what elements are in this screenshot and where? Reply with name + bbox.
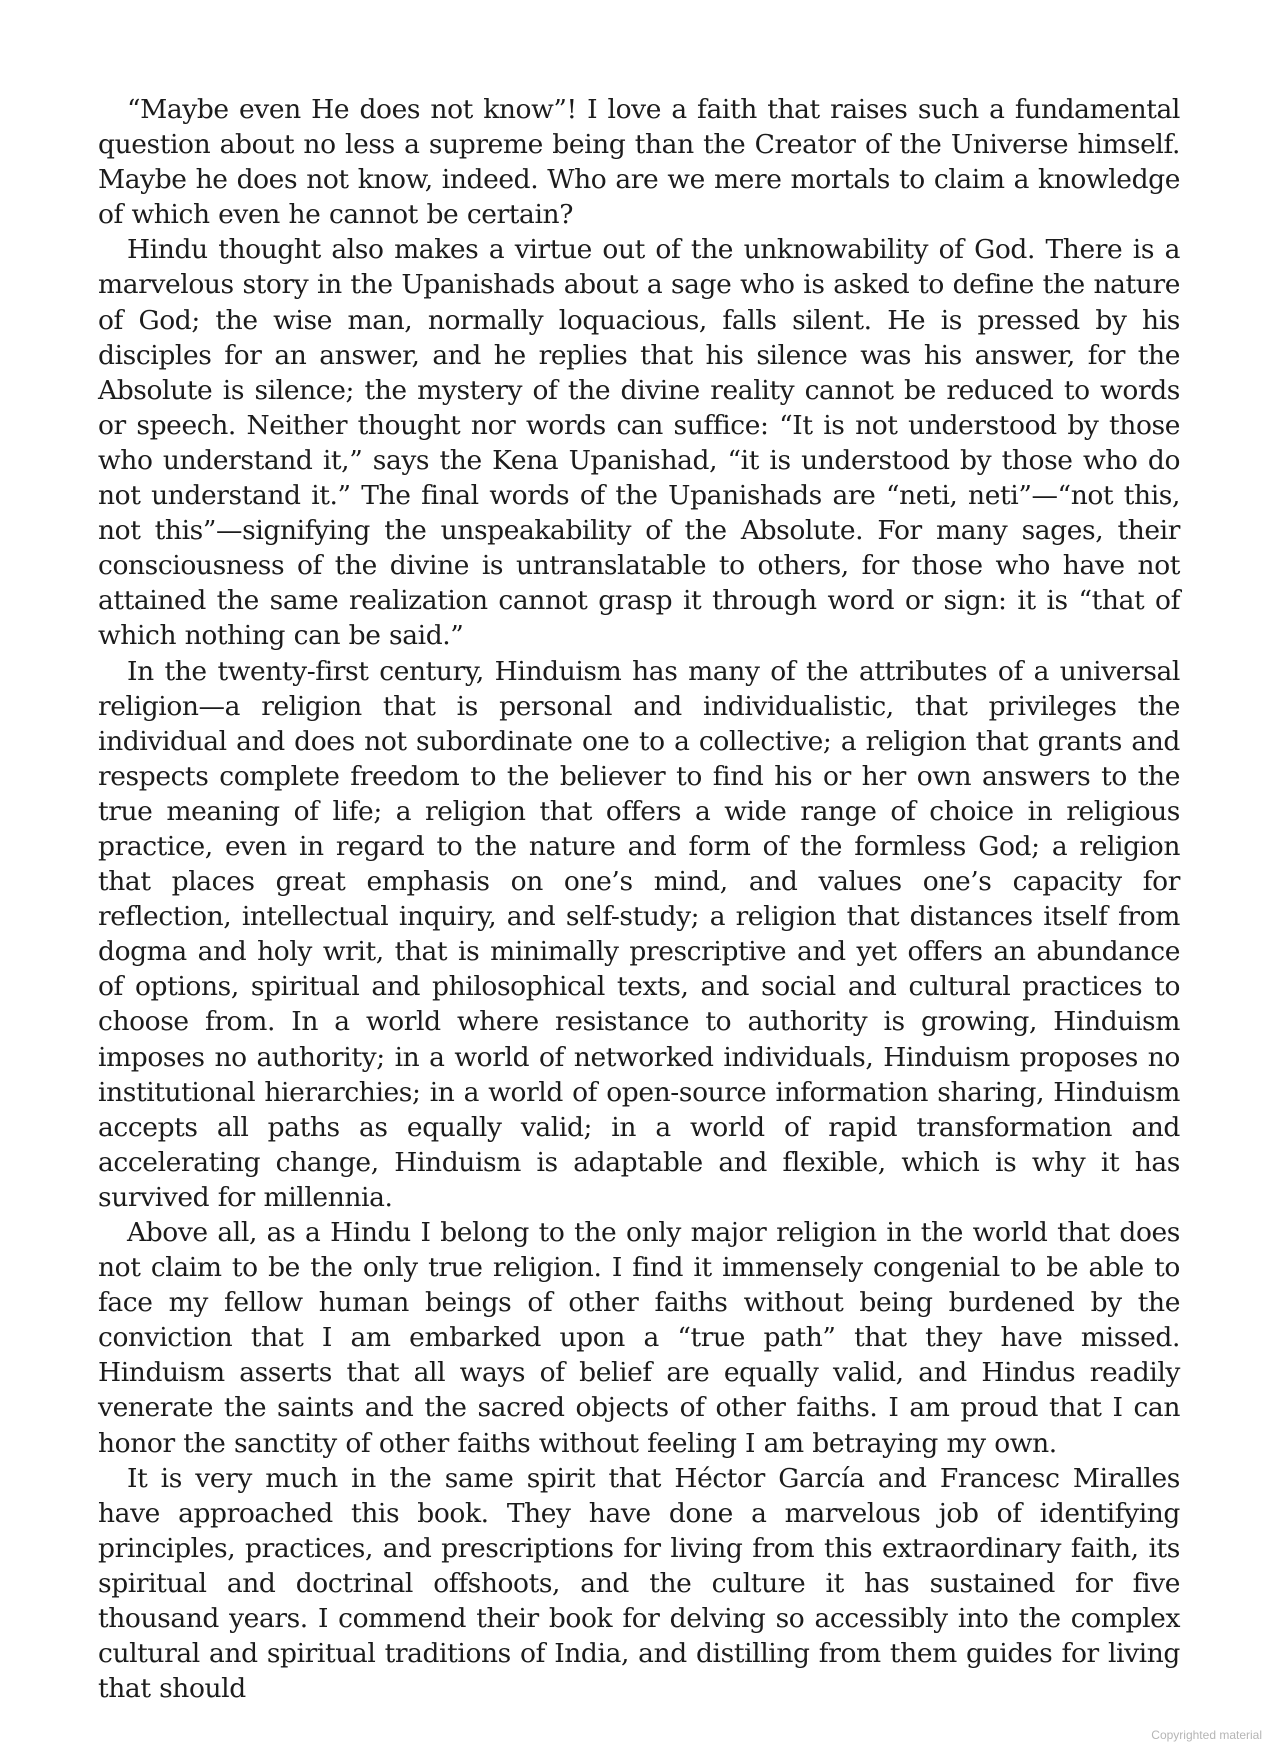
copyright-watermark: Copyrighted material — [1151, 1728, 1262, 1742]
paragraph-4: Above all, as a Hindu I belong to the only major religion in the world that does not claim to be the only true religion. I find it immensely congenial to be able to face my fellow human beings of other faiths without being burdened by the conviction that I am embarked upon a “true path” that they have missed. Hinduism asserts that all ways of belief are equally valid, and Hindus readily venerate the saints and the sacred objects of other faiths. I am proud that I can honor the sanctity of other faiths without feeling I am betraying my own. — [98, 1217, 1180, 1459]
document-page — [98, 92, 1180, 1706]
paragraph-5: It is very much in the same spirit that Héctor García and Francesc Miralles have approached this book. They have done a marvelous job of identifying principles, practices, and prescriptions for living from this extraordinary faith, its spiritual and doctrinal offshoots, and the culture it has sustained for five thousand years. I commend their book for delving so accessibly into the complex cultural and spiritual traditions of India, and distilling from them guides for living that should — [98, 1462, 1180, 1705]
paragraph-2: Hindu thought also makes a virtue out of the unknowability of God. There is a marvelous story in the Upanishads about a sage who is asked to define the nature of God; the wise man, normally loquacious, falls silent. He is pressed by his disciples for an answer, and he replies that his silence was his answer, for the Absolute is silence; the mystery of the divine reality cannot be reduced to words or speech. Neither thought nor words can suffice: “It is not understood by those who understand it,” says the Kena Upanishad, “it is understood by those who do not understand it.” The final words of the Upanishads are “neti, neti”—“not this, not this”—signifying the unspeakability of the Absolute. For many sages, their consciousness of the divine is untranslatable to others, for those who have not attained the same realization cannot grasp it through word or sign: it is “that of which nothing can be said.” — [98, 234, 1180, 652]
paragraph-1: “Maybe even He does not know”! I love a faith that raises such a fundamental question about no less a supreme being than the Creator of the Universe himself. Maybe he does not know, indeed. Who are we mere mortals to claim a knowledge of which even he cannot be certain? — [98, 94, 1180, 231]
paragraph-3: In the twenty-first century, Hinduism has many of the attributes of a universal religion—a religion that is personal and individualistic, that privileges the individual and does not subordinate one to a collective; a religion that grants and respects complete freedom to the believer to find his or her own answers to the true meaning of life; a religion that offers a wide range of choice in religious practice, even in regard to the nature and form of the formless God; a religion that places great emphasis on one’s mind, and values one’s capacity for reflection, intellectual inquiry, and self-study; a religion that distances itself from dogma and holy writ, that is minimally prescriptive and yet offers an abundance of options, spiritual and philosophical texts, and social and cultural practices to choose from. In a world where resistance to authority is growing, Hinduism imposes no authority; in a world of networked individuals, Hinduism proposes no institutional hierarchies; in a world of open-source information sharing, Hinduism accepts all paths as equally valid; in a world of rapid transformation and accelerating change, Hinduism is adaptable and flexible, which is why it has survived for millennia. — [98, 655, 1180, 1213]
